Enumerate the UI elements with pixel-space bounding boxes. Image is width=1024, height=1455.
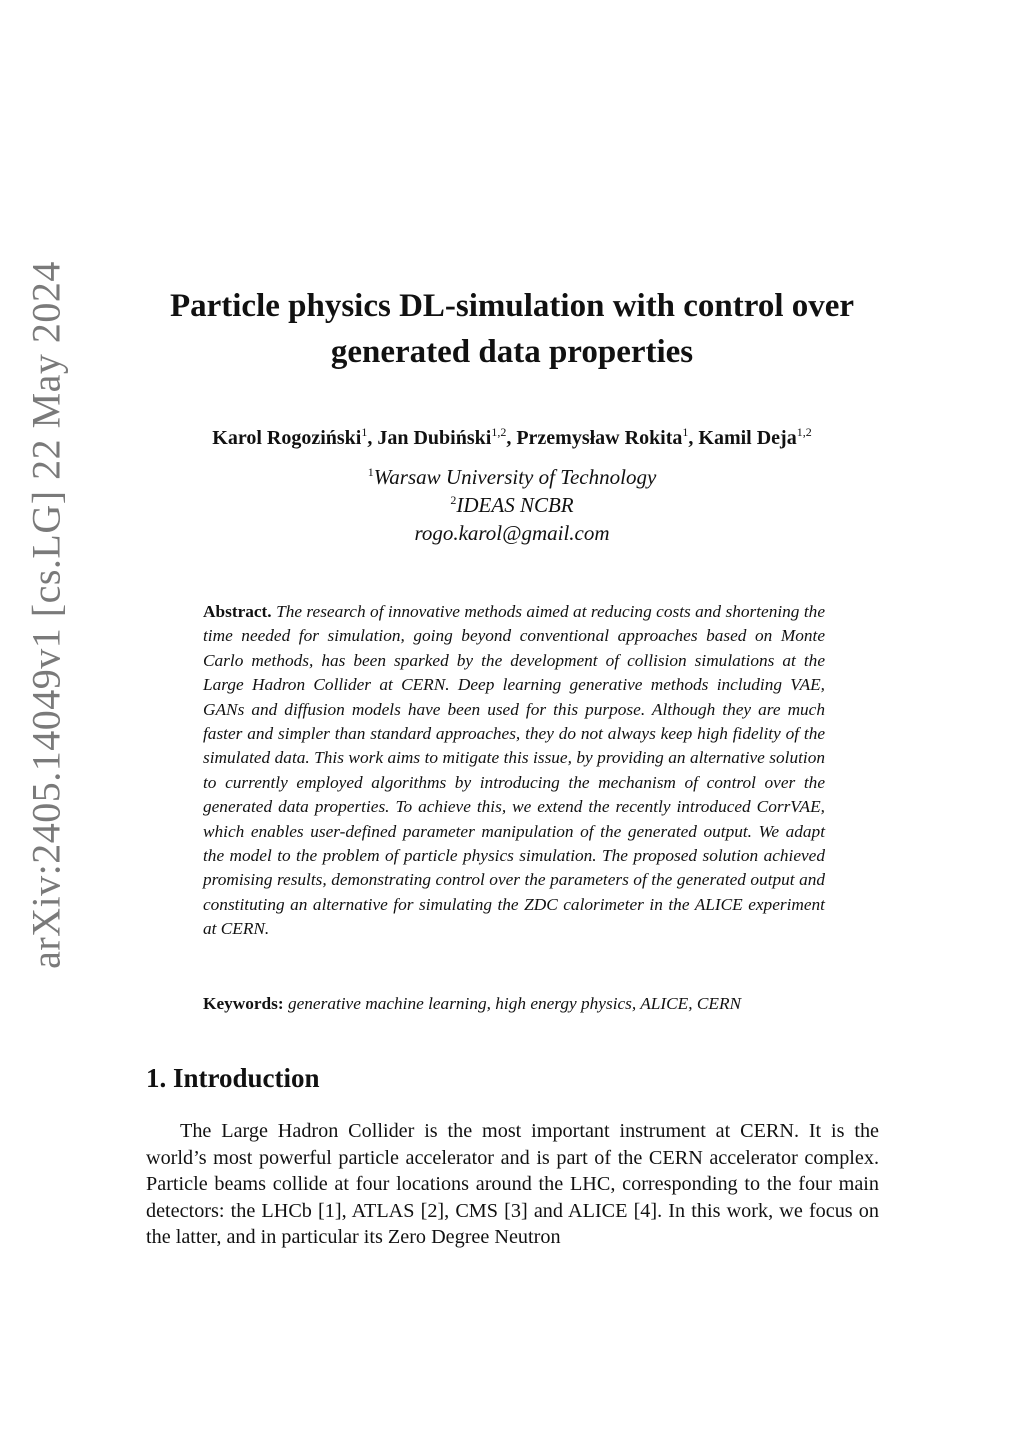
author-name: Jan Dubiński	[377, 427, 492, 449]
author-name: Karol Rogoziński	[212, 427, 362, 449]
author-separator: ,	[367, 427, 378, 449]
title-line-1: Particle physics DL-simulation with control over	[169, 288, 855, 324]
section-heading: 1. Introduction	[146, 1063, 320, 1093]
keywords-text: generative machine learning, high energy physics, ALICE, CERN	[287, 994, 742, 1013]
contact-email: rogo.karol@gmail.com	[414, 521, 610, 545]
author-separator: ,	[506, 427, 517, 449]
author-affiliation-mark: 1,2	[491, 425, 507, 439]
affiliation-2	[130, 491, 894, 519]
author-name: Kamil Deja	[698, 427, 797, 449]
introduction-paragraph: The Large Hadron Collider is the most important instrument at CERN. It is the world’s most powerful particle accelerator and is part of the CERN accelerator complex. Particle beams collide at four locations around the LHC, corresponding to the four main detectors: the LHCb [1], ATLAS [2], CMS [3] and ALICE [4]. In this work, we focus on the latter, and in particular its Zero Degree Neutron	[146, 1120, 879, 1249]
author-affiliation-mark: 1,2	[796, 425, 812, 439]
abstract	[203, 600, 825, 942]
author-affiliation-mark: 1	[682, 425, 689, 439]
keywords	[203, 992, 843, 1016]
abstract-label: Abstract.	[203, 602, 272, 621]
affiliation-name: IDEAS NCBR	[456, 493, 574, 517]
author-list	[130, 425, 894, 451]
arxiv-identifier: arXiv:2405.14049v1 [cs.LG] 22 May 2024	[23, 261, 69, 969]
author-affiliation-mark: 1	[361, 425, 368, 439]
author-name: Przemysław Rokita	[516, 427, 683, 449]
affiliation-mark: 2	[450, 493, 457, 507]
affiliation-1	[130, 463, 894, 491]
abstract-text: The research of innovative methods aimed at reducing costs and shortening the time needed for simulation, going beyond conventional approaches based on Monte Carlo methods, has been sparked by the development of collision simulations at the Large Hadron Collider at CERN. Deep learning generative methods including VAE, GANs and diffusion models have been used for this purpose. Although they are much faster and simpler than standard approaches, they do not always keep high fidelity of the simulated data. This work aims to mitigate this issue, by providing an alternative solution to currently employed algorithms by introducing the mechanism of control over the generated data properties. To achieve this, we extend the recently introduced CorrVAE, which enables user-defined parameter manipulation of the generated output. We adapt the model to the problem of particle physics simulation. The proposed solution achieved promising results, demonstrating control over the parameters of the generated output and constituting an alternative for simulating the ZDC calorimeter in the ALICE experiment at CERN.	[203, 602, 825, 939]
affiliation-mark: 1	[367, 465, 374, 479]
author-separator: ,	[688, 427, 699, 449]
affiliation-name: Warsaw University of Technology	[373, 465, 657, 489]
keywords-label: Keywords:	[203, 994, 284, 1013]
paper-title	[130, 283, 894, 375]
title-line-2: generated data properties	[330, 334, 694, 370]
